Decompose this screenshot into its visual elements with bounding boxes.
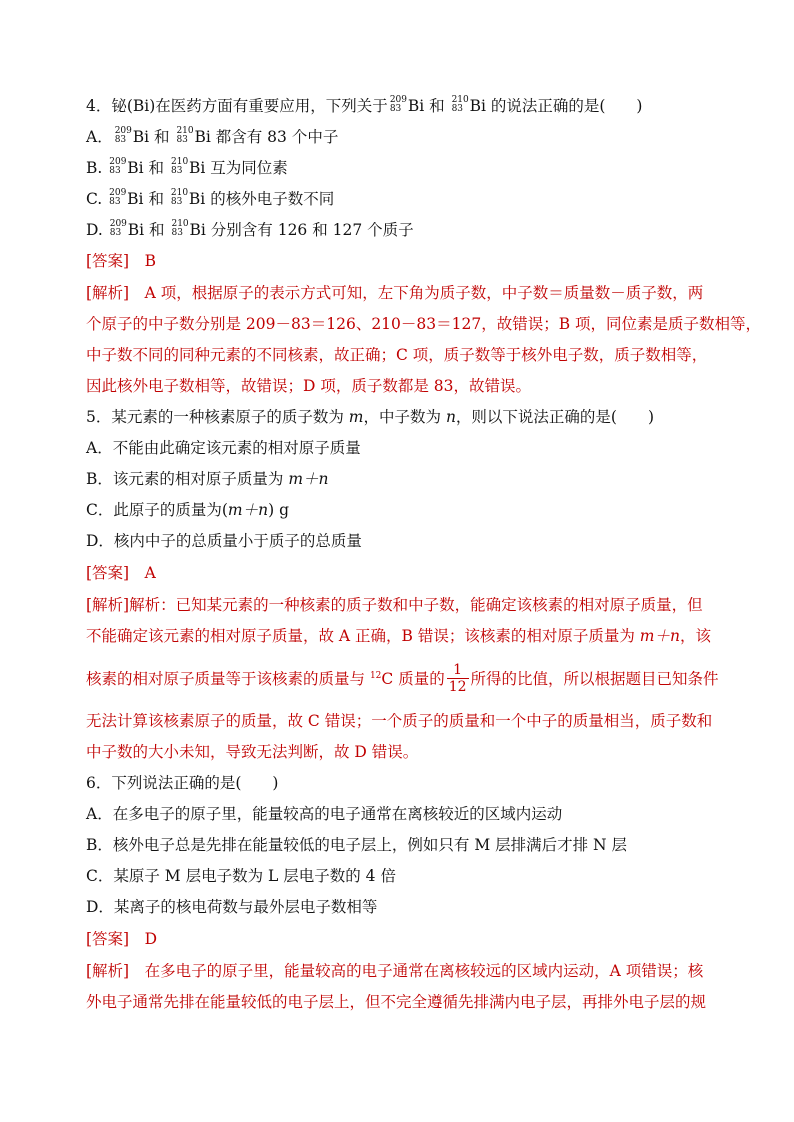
q5-analysis-line: 不能确定该元素的相对原子质量，故 A 正确，B 错误；该核素的相对原子质量为 m＋n，该 [86,627,711,645]
q5-option-b: B．该元素的相对原子质量为 m＋n [86,470,329,488]
q6-answer: [答案] D [86,930,158,948]
q5-stem: 5．某元素的一种核素原子的质子数为 m，中子数为 n，则以下说法正确的是( ) [86,408,655,426]
q4-analysis-line: 个原子的中子数分别是 209－83＝126、210－83＝127，故错误；B 项，同位素是质子数相等， [86,315,762,333]
isotope-bi-209: 209 83 [389,95,407,114]
q6-analysis-line: [解析] 在多电子的原子里，能量较高的电子通常在离核较远的区域内运动，A 项错误；核 [86,962,704,980]
q4-option-a: A． 209 83 Bi 和 210 83 Bi 都含有 83 个中子 [86,126,339,146]
q6-option-c: C．某原子 M 层电子数为 L 层电子数的 4 倍 [86,867,396,885]
q6-option-b: B．核外电子总是先排在能量较低的电子层上，例如只有 M 层排满后才排 N 层 [86,836,628,854]
q4-analysis-line: 中子数不同的同种元素的不同核素，故正确；C 项，质子数等于核外电子数，质子数相等， [86,346,708,364]
fraction-one-twelfth: $\frac{1}{12}$ [448,661,467,695]
q5-answer: [答案] A [86,564,156,582]
q4-option-c: C. 209 83 Bi 和 210 83 Bi 的核外电子数不同 [86,188,335,208]
q6-analysis-line: 外电子通常先排在能量较低的电子层上，但不完全遵循先排满内电子层，再排外电子层的规 [86,993,707,1011]
q5-option-d: D．核内中子的总质量小于质子的总质量 [86,532,362,550]
q5-analysis-line: 无法计算该核素原子的质量，故 C 错误；一个质子的质量和一个中子的质量相当，质子数和 [86,712,713,730]
q4-answer: [答案] B [86,252,157,270]
q4-option-d: D. 209 83 Bi 和 210 83 Bi 分别含有 126 和 127 个质子 [86,219,414,239]
q4-option-b: B. 209 83 Bi 和 210 83 Bi 互为同位素 [86,157,288,177]
q4-analysis-line: [解析] A 项，根据原子的表示方式可知，左下角为质子数，中子数＝质量数－质子数，两 [86,284,704,302]
q5-analysis-line: 核素的相对原子质量等于该核素的质量与 $^{12}$C 质量的 $\frac{1}{12}$ 所得的比值，所以根据题目已知条件 [86,661,719,695]
q6-option-d: D．某离子的核电荷数与最外层电子数相等 [86,898,378,916]
isotope-bi-210: 210 83 [451,95,469,114]
q5-analysis-line: 中子数的大小未知，导致无法判断，故 D 错误。 [86,743,419,761]
q5-analysis-line: [解析]解析：已知某元素的一种核素的质子数和中子数，能确定该核素的相对原子质量，但 [86,596,703,614]
q4-analysis-line: 因此核外电子数相等，故错误；D 项，质子数都是 83，故错误。 [86,377,532,395]
q5-option-c: C．此原子的质量为(m＋n) g [86,501,290,519]
q6-option-a: A．在多电子的原子里，能量较高的电子通常在离核较近的区域内运动 [86,805,563,823]
q4-stem: 4．铋(Bi)在医药方面有重要应用，下列关于 209 83 Bi 和 210 83 Bi 的说法正确的是( ) [86,95,643,115]
q6-stem: 6．下列说法正确的是( ) [86,774,279,792]
q5-option-a: A．不能由此确定该元素的相对原子质量 [86,439,361,457]
